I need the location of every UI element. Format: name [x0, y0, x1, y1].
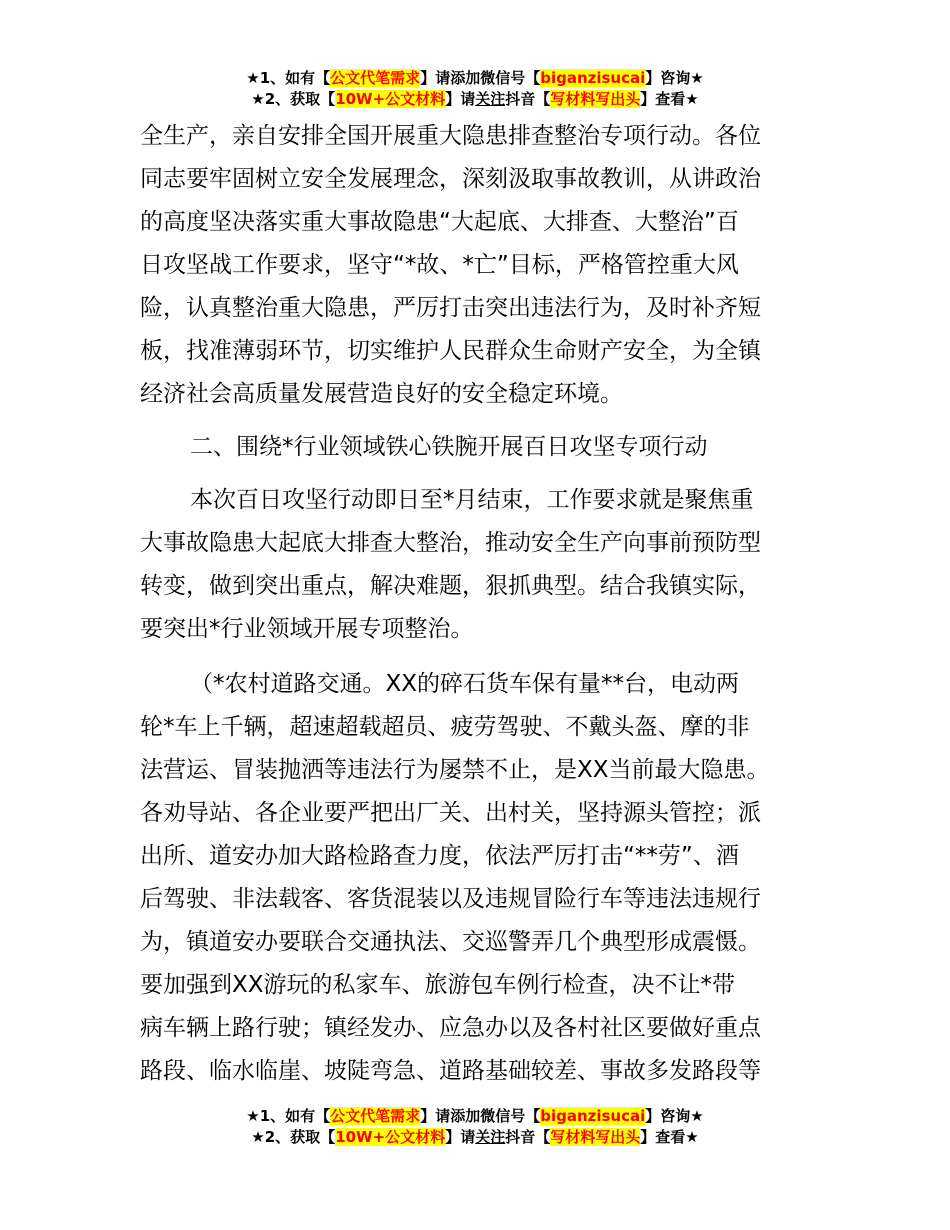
text-line: 险，认真整治重大隐患，严厉打击突出违法行为，及时补齐短	[140, 295, 761, 321]
document-body	[140, 115, 815, 1093]
text-line: 大事故隐患大起底大排查大整治，推动安全生产向事前预防型	[140, 530, 761, 556]
highlight-materials: 10W+公文材料	[335, 1128, 446, 1146]
promo-line-2: ★2、获取【10W+公文材料】请关注抖音【写材料写出头】查看★	[251, 1128, 699, 1146]
highlight-douyin-account: 写材料写出头	[550, 90, 641, 108]
text-line: 出所、道安办加大路检路查力度，依法严厉打击“**劳”、酒	[140, 843, 739, 869]
text-line: 各劝导站、各企业要严把出厂关、出村关，坚持源头管控；派	[140, 800, 761, 826]
text-line: 经济社会高质量发展营造良好的安全稳定环境。	[140, 381, 623, 407]
text-line: 要突出*行业领域开展专项整治。	[140, 616, 474, 642]
text-line: 要加强到XX游玩的私家车、旅游包车例行检查，决不让*带	[140, 972, 736, 998]
section-heading: 二、围绕*行业领域铁心铁腕开展百日攻坚专项行动	[190, 434, 708, 460]
text-line: 全生产，亲自安排全国开展重大隐患排查整治专项行动。各位	[140, 123, 761, 149]
promo-banner-bottom	[0, 1106, 950, 1148]
text-line: 转变，做到突出重点，解决难题，狠抓典型。结合我镇实际，	[140, 573, 761, 599]
text-line: （*农村道路交通。XX的碎石货车保有量**台，电动两	[190, 671, 740, 697]
text-line: 的高度坚决落实重大事故隐患“大起底、大排查、大整治”百	[140, 209, 739, 235]
promo-line-2: ★2、获取【10W+公文材料】请关注抖音【写材料写出头】查看★	[251, 90, 699, 108]
follow-underlined: 关注	[475, 90, 506, 108]
promo-line-1: ★1、如有【公文代笔需求】请添加微信号【biganzisucai】咨询★	[246, 69, 704, 87]
highlight-materials: 10W+公文材料	[335, 90, 446, 108]
highlight-service: 公文代笔需求	[330, 1107, 421, 1125]
follow-underlined: 关注	[475, 1128, 506, 1146]
text-line: 病车辆上路行驶；镇经发办、应急办以及各村社区要做好重点	[140, 1015, 761, 1041]
text-line: 路段、临水临崖、坡陡弯急、道路基础较差、事故多发路段等	[140, 1058, 761, 1084]
highlight-douyin-account: 写材料写出头	[550, 1128, 641, 1146]
text-line: 日攻坚战工作要求，坚守“*故、*亡”目标，严格管控重大风	[140, 252, 739, 278]
text-line: 同志要牢固树立安全发展理念，深刻汲取事故教训，从讲政治	[140, 166, 761, 192]
text-line: 板，找准薄弱环节，切实维护人民群众生命财产安全，为全镇	[140, 338, 761, 364]
highlight-service: 公文代笔需求	[330, 69, 421, 87]
text-line: 法营运、冒装抛洒等违法行为屡禁不止，是XX当前最大隐患。	[140, 757, 770, 783]
text-line: 为，镇道安办要联合交通执法、交巡警弄几个典型形成震慑。	[140, 929, 761, 955]
text-line: 后驾驶、非法载客、客货混装以及违规冒险行车等违法违规行	[140, 886, 761, 912]
highlight-wechat-id: biganzisucai	[540, 1107, 646, 1125]
text-line: 轮*车上千辆，超速超载超员、疲劳驾驶、不戴头盔、摩的非	[140, 714, 750, 740]
promo-line-1: ★1、如有【公文代笔需求】请添加微信号【biganzisucai】咨询★	[246, 1107, 704, 1125]
text-line: 本次百日攻坚行动即日至*月结束，工作要求就是聚焦重	[190, 487, 754, 513]
highlight-wechat-id: biganzisucai	[540, 69, 646, 87]
promo-banner-top	[0, 68, 950, 110]
